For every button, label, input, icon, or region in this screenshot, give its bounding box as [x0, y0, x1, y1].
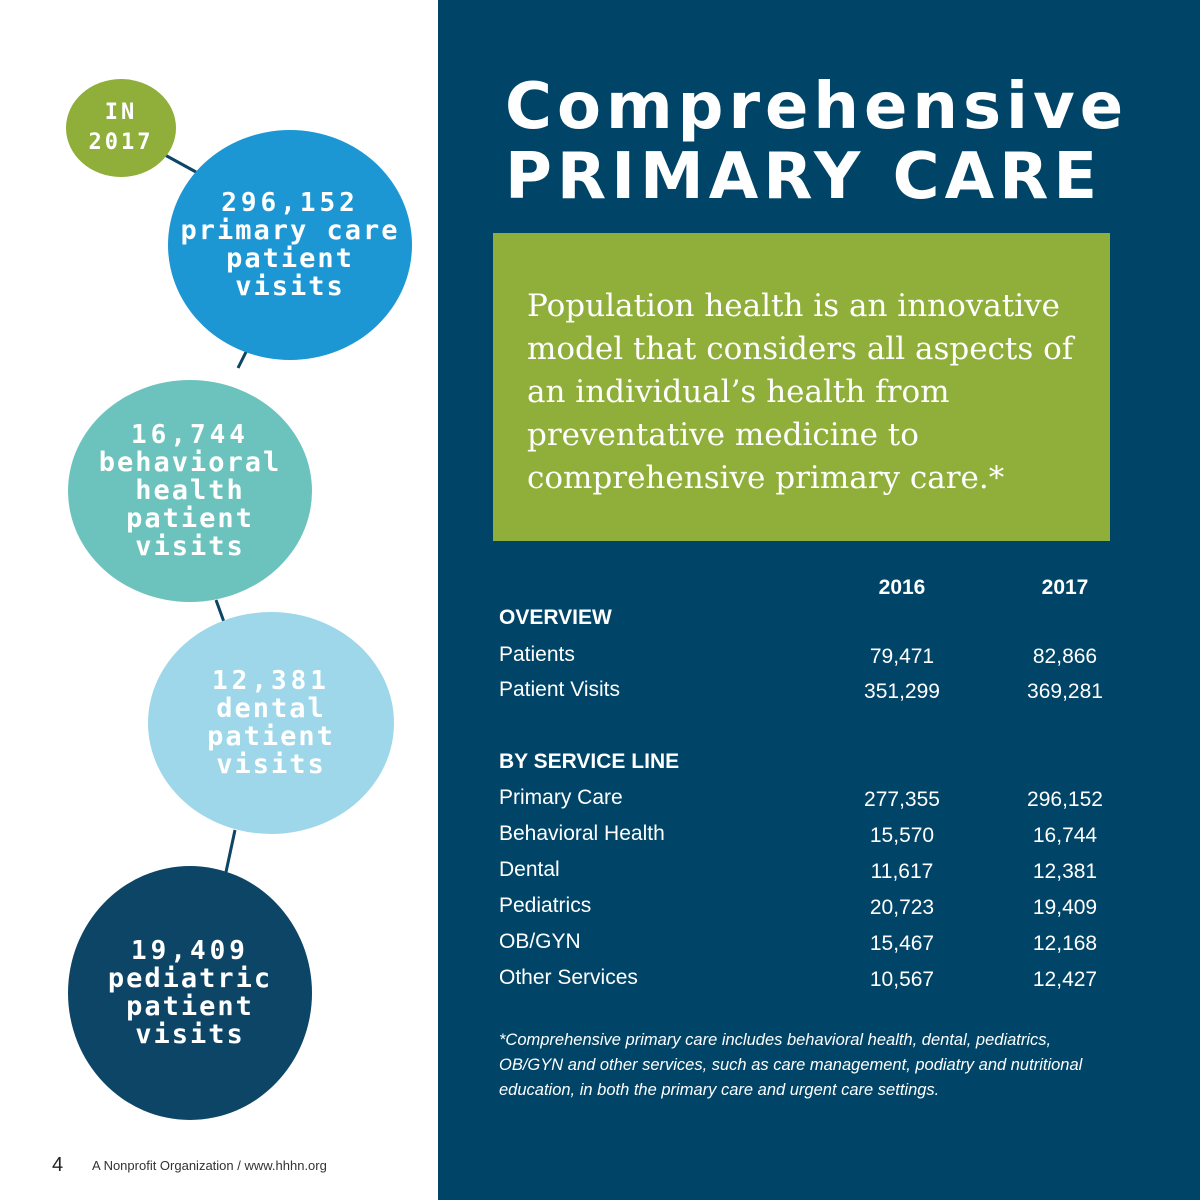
- dental-visits-circle: [148, 612, 394, 834]
- table-row: [499, 643, 1119, 673]
- footnote: *Comprehensive primary care includes behavioral health, dental, pediatrics, OB/GYN and other services, such as care management, podiatry and nutritional education, in both the primary care and urgent care settings.: [499, 1031, 1083, 1099]
- value-2017: 19,409: [1032, 896, 1098, 919]
- value-2017: 369,281: [1027, 680, 1103, 703]
- value-2016: 20,723: [869, 896, 935, 919]
- circle-label: pediatric: [107, 963, 273, 994]
- circle-label: visits: [135, 531, 245, 562]
- circle-label: patient: [126, 503, 254, 534]
- table-row: [499, 930, 1119, 960]
- value-2017: 296,152: [1027, 788, 1103, 811]
- year-badge: [66, 79, 176, 177]
- row-label: Patients: [499, 643, 575, 666]
- circle-label: patient: [126, 991, 254, 1022]
- circle-number: 19,409: [131, 936, 249, 966]
- circle-label: visits: [235, 271, 345, 302]
- page-title-line1: Comprehensive: [505, 70, 1129, 144]
- population-health-callout: [493, 233, 1110, 541]
- value-2017: 12,168: [1032, 932, 1098, 955]
- page-number: 4: [52, 1154, 64, 1176]
- value-2017: 16,744: [1032, 824, 1098, 847]
- behavioral-health-visits-circle: [68, 380, 312, 602]
- row-label: OB/GYN: [499, 930, 581, 953]
- footer-organization-text: A Nonprofit Organization / www.hhhn.org: [92, 1158, 327, 1173]
- value-2016: 15,570: [869, 824, 935, 847]
- row-label: Dental: [499, 858, 560, 881]
- row-label: Pediatrics: [499, 894, 592, 917]
- table-row: [499, 786, 1119, 816]
- circle-label: dental: [216, 693, 326, 724]
- circle-label: behavioral: [98, 447, 282, 478]
- circle-number: 12,381: [212, 666, 330, 696]
- circle-label: visits: [216, 749, 326, 780]
- row-label: Primary Care: [499, 786, 623, 809]
- page-title-line2: PRIMARY CARE: [505, 140, 1103, 214]
- pediatric-visits-circle: [68, 866, 312, 1120]
- connector-line: [238, 350, 247, 368]
- circle-number: 296,152: [221, 188, 359, 218]
- year-header-row: [499, 574, 1119, 604]
- value-2016: 10,567: [869, 968, 935, 991]
- row-label: Behavioral Health: [499, 822, 665, 845]
- connector-line: [226, 830, 235, 872]
- service-line-heading-row: [499, 750, 1119, 780]
- callout-text: Population health is an innovative model that considers all aspects of an individual’s health from preventative medicine to comprehensive primary care.*: [527, 288, 1074, 496]
- value-2016: 351,299: [864, 680, 940, 703]
- value-2017: 12,381: [1032, 860, 1098, 883]
- year-badge-line2: 2017: [88, 130, 154, 155]
- circle-label: primary care: [180, 215, 400, 246]
- circle-label: health: [135, 475, 245, 506]
- row-label: Patient Visits: [499, 678, 621, 701]
- value-2017: 12,427: [1032, 968, 1098, 991]
- circle-number: 16,744: [131, 420, 249, 450]
- table-row: [499, 894, 1119, 924]
- connector-line: [165, 155, 196, 172]
- row-label: Other Services: [499, 966, 638, 989]
- year-header-2017: 2017: [1041, 576, 1089, 599]
- value-2016: 11,617: [870, 860, 934, 883]
- table-row: [499, 822, 1119, 852]
- section-heading: BY SERVICE LINE: [499, 750, 680, 773]
- primary-care-visits-circle: [168, 130, 412, 360]
- section-heading: OVERVIEW: [499, 606, 612, 629]
- circle-label: patient: [226, 243, 354, 274]
- connector-line: [216, 600, 224, 622]
- circle-label: patient: [207, 721, 335, 752]
- circle-label: visits: [135, 1019, 245, 1050]
- value-2016: 277,355: [864, 788, 940, 811]
- value-2017: 82,866: [1032, 645, 1098, 668]
- table-row: [499, 966, 1119, 996]
- year-badge-line1: IN: [104, 100, 138, 125]
- value-2016: 79,471: [869, 645, 935, 668]
- value-2016: 15,467: [869, 932, 935, 955]
- table-row: [499, 678, 1119, 708]
- table-row: [499, 858, 1119, 888]
- left-panel: [0, 0, 438, 1200]
- overview-heading-row: [499, 606, 1119, 636]
- year-header-2016: 2016: [878, 576, 926, 599]
